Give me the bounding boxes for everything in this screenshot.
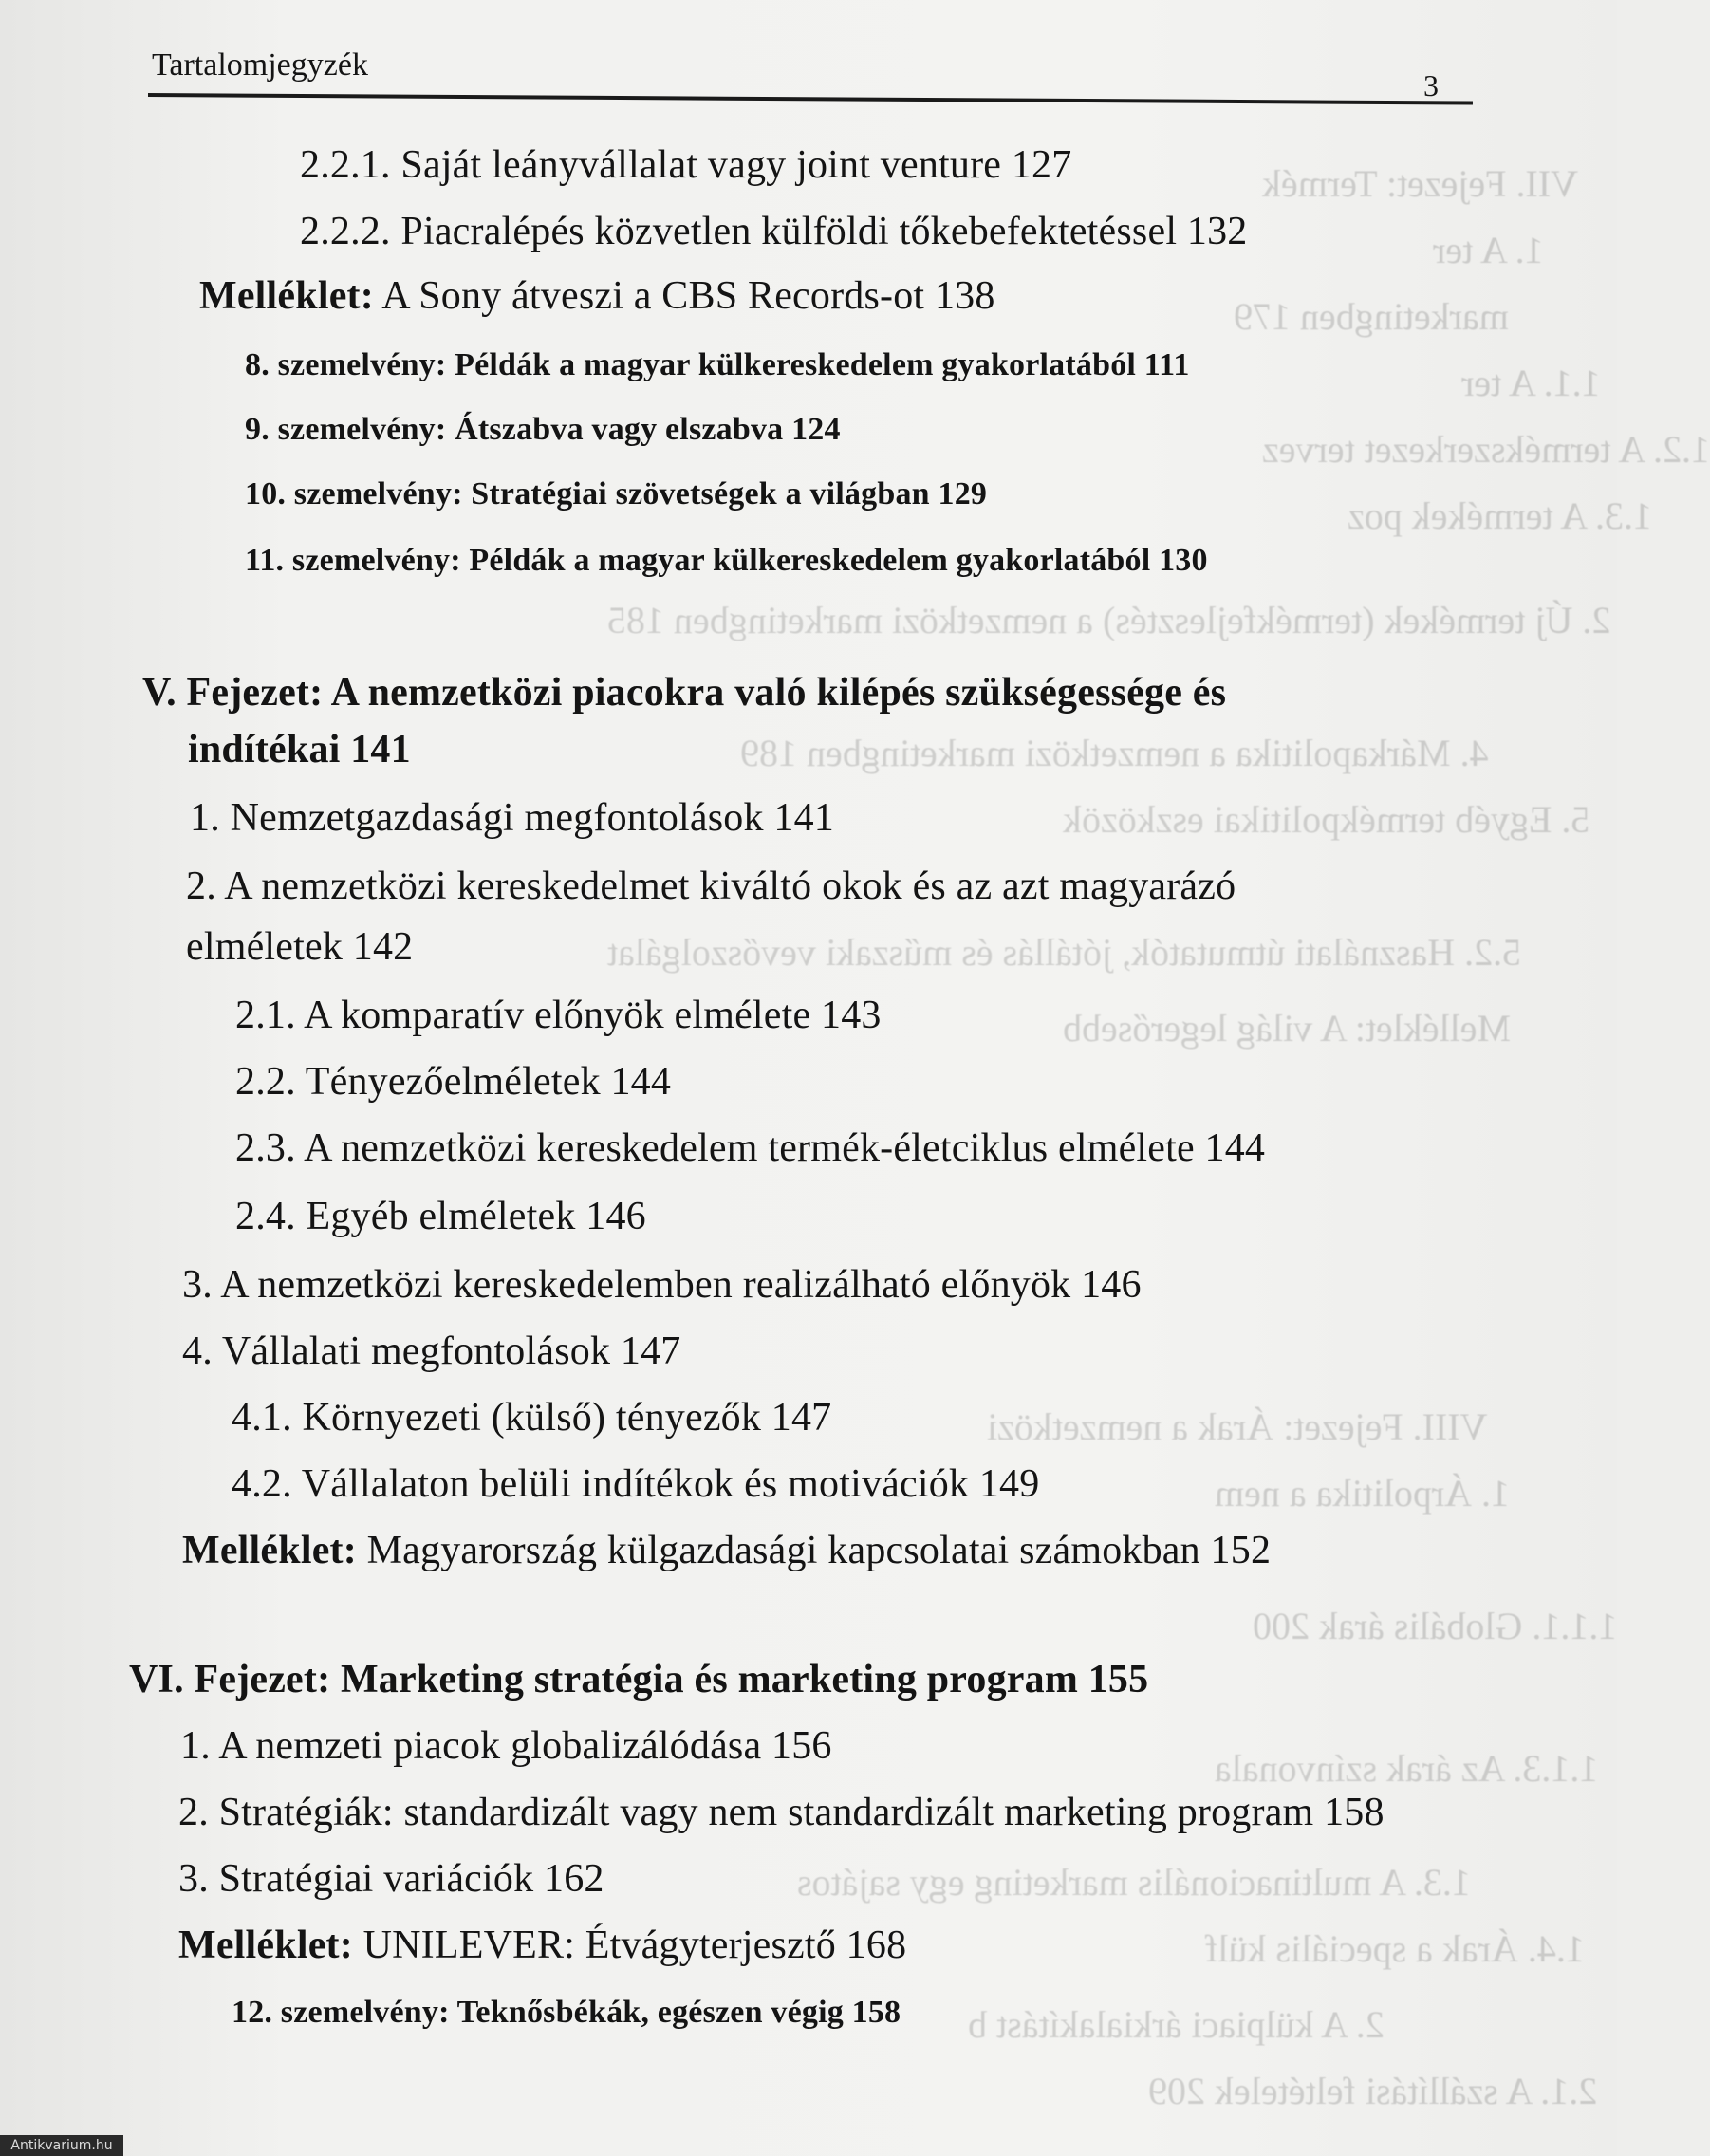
toc-entry: 2.3. A nemzetközi kereskedelem termék-életciklus elmélete 144	[235, 1126, 1266, 1170]
toc-entry: 4.2. Vállalaton belüli indítékok és motivációk 149	[232, 1462, 1040, 1506]
annex-label: Melléklet:	[199, 274, 374, 318]
bleed-line: VII. Fejezet: Termék	[1262, 162, 1578, 205]
toc-entry-annex	[182, 1528, 1271, 1573]
bleed-line: VIII. Fejezet: Árak a nemzetközi	[987, 1405, 1488, 1448]
toc-entry: 2. A nemzetközi kereskedelmet kiváltó okok és az azt magyarázó	[186, 864, 1236, 908]
toc-entry: 2.1. A komparatív előnyök elmélete 143	[235, 994, 882, 1037]
toc-entry: 3. A nemzetközi kereskedelemben realizálható előnyök 146	[182, 1263, 1142, 1307]
toc-entry: 1. Nemzetgazdasági megfontolások 141	[190, 796, 834, 840]
toc-entry: 2. Stratégiák: standardizált vagy nem standardizált marketing program 158	[178, 1791, 1385, 1834]
bleed-line: 4. Márkapolitika a nemzetközi marketingben 189	[740, 732, 1489, 774]
bleed-line: 1.3. A termékek poz	[1348, 494, 1653, 537]
header-rule	[148, 93, 1473, 105]
chapter-heading: V. Fejezet: A nemzetközi piacokra való kilépés szükségessége és	[142, 671, 1227, 715]
toc-entry: 1. A nemzeti piacok globalizálódása 156	[180, 1724, 832, 1768]
annex-title: A Sony átveszi a CBS Records-ot 138	[373, 274, 995, 318]
bleed-line: Melléklet: A világ legerősebb	[1063, 1007, 1512, 1050]
watermark: Antikvarium.hu	[0, 2135, 123, 2156]
toc-excerpt: 12. szemelvény: Teknősbékák, egészen végig 158	[232, 1995, 901, 2030]
bleed-line: 5. Egyéb termékpolitikai eszközök	[1063, 798, 1590, 841]
annex-title: Magyarország külgazdasági kapcsolatai számokban 152	[356, 1529, 1272, 1572]
toc-excerpt: 9. szemelvény: Átszabva vagy elszabva 124	[245, 412, 841, 447]
annex-title: UNILEVER: Étvágyterjesztő 168	[352, 1924, 907, 1967]
bleed-line: 1.1.3. Az árak színvonala	[1215, 1747, 1599, 1790]
annex-label: Melléklet:	[178, 1924, 353, 1967]
annex-label: Melléklet:	[182, 1529, 357, 1572]
bleed-line: 2. Új termékek (termékfejlesztés) a nemzetközi marketingben 185	[607, 599, 1611, 641]
toc-entry: 4.1. Környezeti (külső) tényezők 147	[232, 1396, 832, 1440]
bleed-line: 5.2. Használati útmutatók, jótállás és műszaki vevőszolgálat	[607, 931, 1522, 974]
toc-entry: 2.2. Tényezőelméletek 144	[235, 1060, 672, 1104]
toc-entry-annex	[178, 1923, 906, 1968]
toc-excerpt: 10. szemelvény: Stratégiai szövetségek a világban 129	[245, 476, 988, 511]
toc-entry: 2.2.1. Saját leányvállalat vagy joint venture 127	[300, 143, 1072, 187]
bleed-line: 1.1. A ter	[1461, 362, 1601, 404]
bleed-line: 1.1.1. Globális árak 200	[1253, 1605, 1618, 1647]
bleed-line: 1.3. A multinacionális marketing egy sajátos	[797, 1861, 1471, 1904]
page-number: 3	[1423, 68, 1439, 102]
bleed-line: 1. Árpolitika a nem	[1215, 1472, 1511, 1515]
toc-entry: 4. Vállalati megfontolások 147	[182, 1329, 681, 1373]
bleed-line: 1. A ter	[1433, 229, 1544, 271]
toc-excerpt: 11. szemelvény: Példák a magyar külkereskedelem gyakorlatából 130	[245, 543, 1208, 578]
bleed-line: 1.2. A termékszerkezet tervez	[1262, 428, 1710, 471]
toc-entry: 2.2.2. Piacralépés közvetlen külföldi tőkebefektetéssel 132	[300, 210, 1248, 253]
bleed-line: 1.4. Árak a speciális külf	[1205, 1927, 1585, 1970]
running-header-title: Tartalomjegyzék	[152, 47, 368, 83]
toc-entry-annex	[199, 273, 995, 319]
chapter-heading: VI. Fejezet: Marketing stratégia és marketing program 155	[129, 1658, 1149, 1701]
bleed-line: marketingben 179	[1234, 295, 1509, 338]
toc-excerpt: 8. szemelvény: Példák a magyar külkereskedelem gyakorlatából 111	[245, 347, 1190, 382]
chapter-heading-cont: indítékai 141	[188, 728, 411, 771]
bleed-line: 2. A külpiaci árkialakítást b	[968, 2003, 1385, 2046]
toc-entry-cont: elméletek 142	[186, 925, 414, 969]
toc-entry: 2.4. Egyéb elméletek 146	[235, 1195, 646, 1238]
bleed-line: 2.1. A szállítási feltételek 209	[1148, 2070, 1598, 2112]
toc-entry: 3. Stratégiai variációk 162	[178, 1857, 604, 1901]
